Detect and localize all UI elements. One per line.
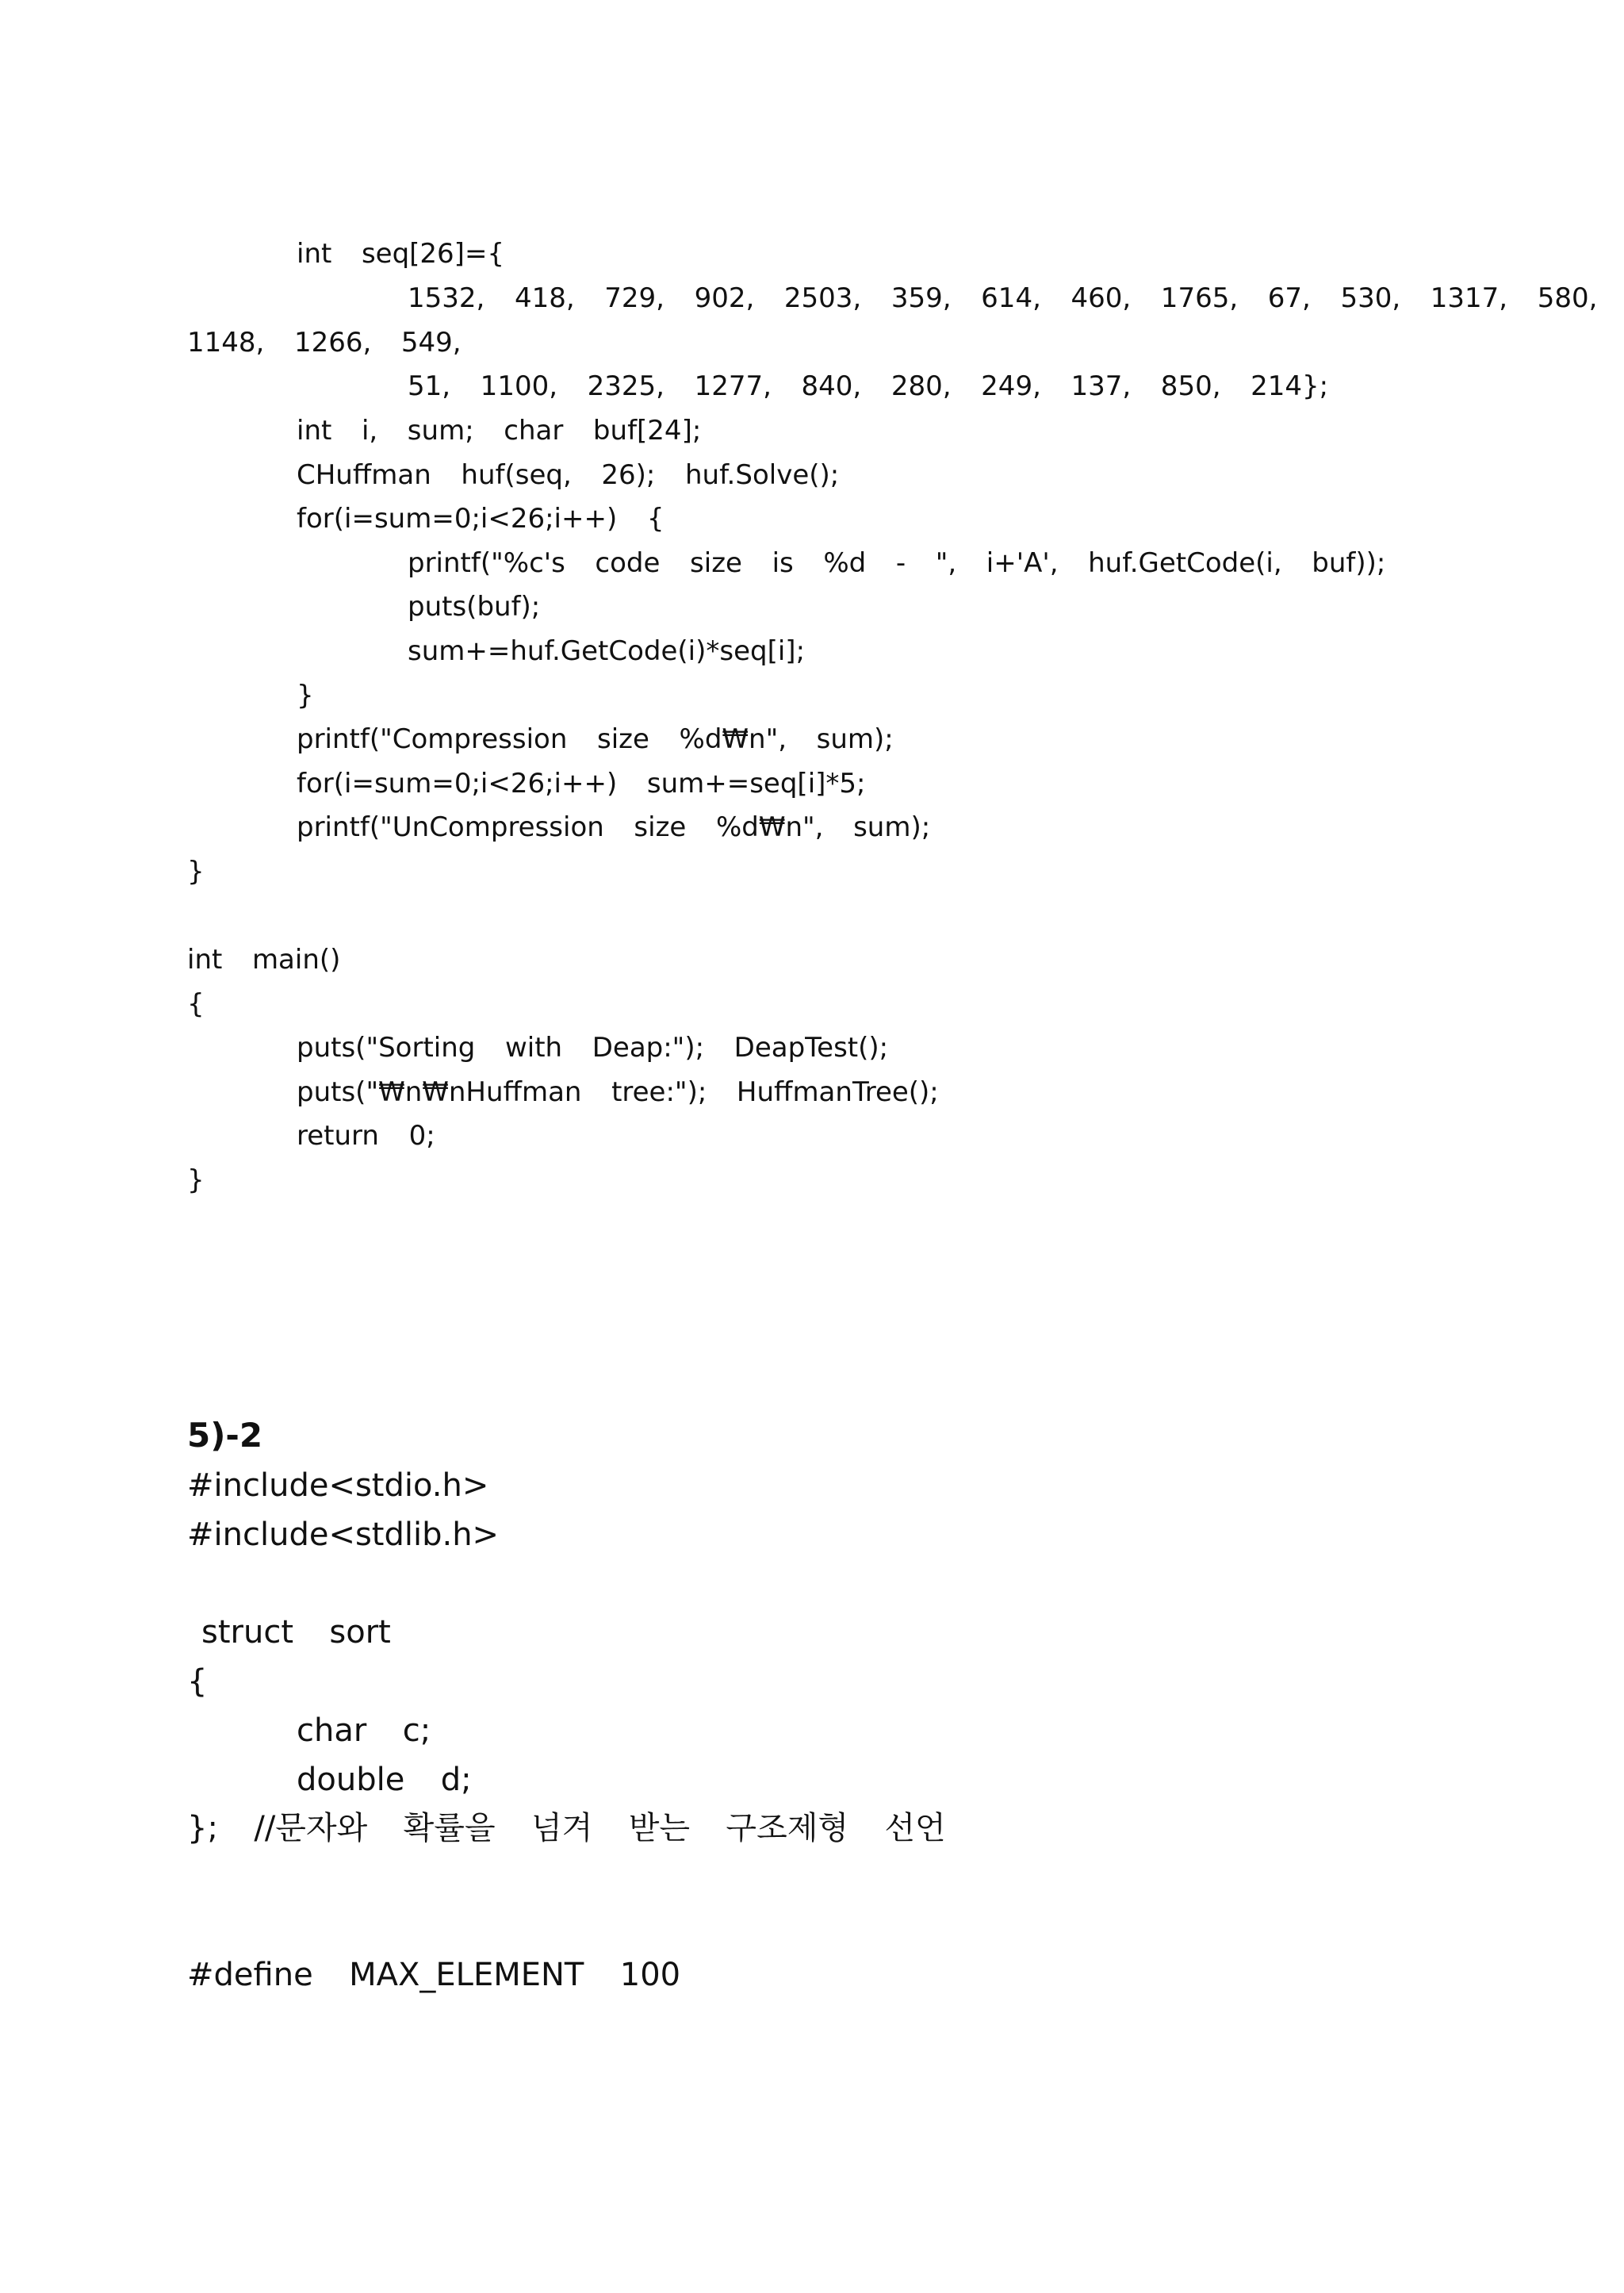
- section-heading: 5)-2: [187, 1416, 263, 1455]
- code-line: }; //문자와 확률을 넘겨 받는 구조제형 선언: [187, 1810, 946, 1846]
- code-line: }: [297, 680, 314, 711]
- code-line: puts(buf);: [408, 591, 541, 623]
- code-line: #include<stdio.h>: [187, 1467, 489, 1504]
- code-line: CHuffman huf(seq, 26); huf.Solve();: [297, 459, 840, 491]
- code-line: int i, sum; char buf[24];: [297, 415, 702, 447]
- code-line: int seq[26]={: [297, 238, 505, 270]
- code-line: for(i=sum=0;i<26;i++) {: [297, 503, 665, 535]
- code-line: double d;: [297, 1762, 472, 1798]
- code-line: for(i=sum=0;i<26;i++) sum+=seq[i]*5;: [297, 768, 866, 799]
- code-line: 51, 1100, 2325, 1277, 840, 280, 249, 137, 850, 214};: [408, 370, 1329, 402]
- code-line: 1532, 418, 729, 902, 2503, 359, 614, 460, 1765, 67, 530, 1317, 580,: [408, 282, 1598, 314]
- code-line: }: [187, 1164, 205, 1196]
- code-line: }: [187, 856, 205, 888]
- code-line: puts("Sorting with Deap:"); DeapTest();: [297, 1032, 889, 1064]
- code-line: {: [187, 988, 205, 1020]
- code-line: #include<stdlib.h>: [187, 1517, 500, 1553]
- code-line: sum+=huf.GetCode(i)*seq[i];: [408, 635, 806, 667]
- code-line: return 0;: [297, 1120, 435, 1152]
- code-line: #define MAX_ELEMENT 100: [187, 1957, 681, 1993]
- code-line: puts("₩n₩nHuffman tree:"); HuffmanTree();: [297, 1076, 939, 1108]
- code-line: struct sort: [201, 1614, 391, 1651]
- code-line: int main(): [187, 944, 341, 976]
- code-line: char c;: [297, 1712, 431, 1749]
- code-line: printf("%c's code size is %d - ", i+'A', huf.GetCode(i, buf));: [408, 547, 1386, 579]
- code-line: printf("UnCompression size %d₩n", sum);: [297, 811, 931, 843]
- code-line: 1148, 1266, 549,: [187, 327, 462, 359]
- code-line: printf("Compression size %d₩n", sum);: [297, 723, 894, 755]
- code-line: {: [187, 1663, 208, 1700]
